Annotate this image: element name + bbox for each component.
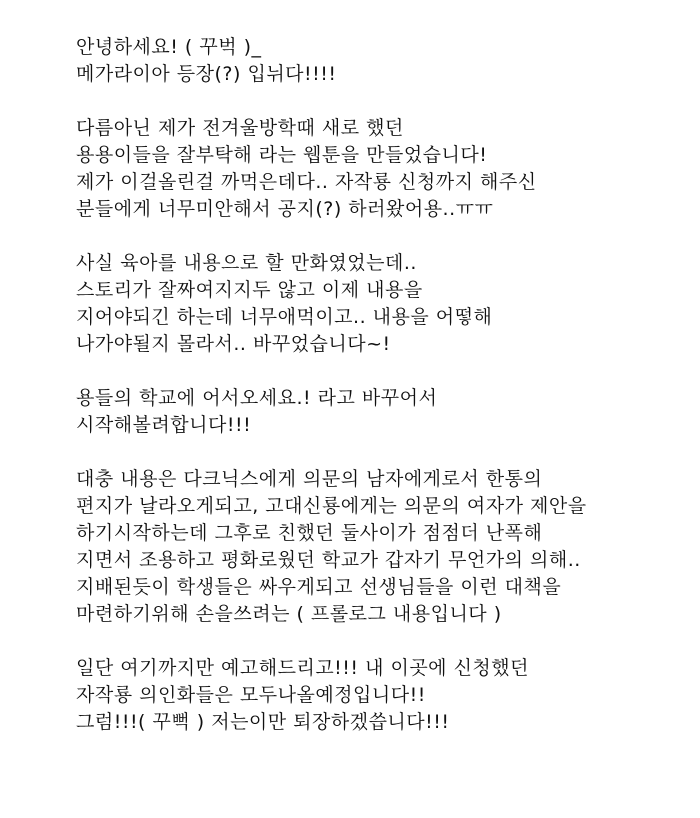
- text-line: 자작룡 의인화들은 모두나올예정입니다!!: [76, 684, 426, 706]
- text-line: 사실 육아를 내용으로 할 만화였었는데..: [76, 252, 417, 274]
- text-line: 안녕하세요! ( 꾸벅 )_: [76, 36, 262, 58]
- paragraph-gap: [76, 88, 686, 115]
- reason-paragraph: [76, 115, 686, 223]
- text-line: 지어야되긴 하는데 너무애먹이고.. 내용을 어떻해: [76, 306, 493, 328]
- text-line: 지배된듯이 학생들은 싸우게되고 선생님들을 이런 대책을: [76, 576, 562, 598]
- paragraph-gap: [76, 223, 686, 250]
- text-line: 스토리가 잘짜여지지두 않고 이제 내용을: [76, 279, 423, 301]
- text-line: 시작해볼려합니다!!!: [76, 414, 252, 436]
- text-line: 나가야될지 몰라서.. 바꾸었습니다~!: [76, 333, 391, 355]
- text-line: 그럼!!!( 꾸뻑 ) 저는이만 퇴장하겠씁니다!!!: [76, 711, 450, 733]
- paragraph-gap: [76, 439, 686, 466]
- greeting-paragraph: [76, 34, 686, 88]
- text-line: 편지가 날라오게되고, 고대신룡에게는 의문의 여자가 제안을: [76, 495, 587, 517]
- new-title-paragraph: [76, 385, 686, 439]
- text-line: 대충 내용은 다크닉스에게 의문의 남자에게로서 한통의: [76, 468, 543, 490]
- notice-text: [76, 34, 686, 736]
- text-line: 지면서 조용하고 평화로웠던 학교가 갑자기 무언가의 의해..: [76, 549, 581, 571]
- story-change-paragraph: [76, 250, 686, 358]
- paragraph-gap: [76, 628, 686, 655]
- prologue-paragraph: [76, 466, 686, 628]
- closing-paragraph: [76, 655, 686, 736]
- text-line: 마련하기위해 손을쓰려는 ( 프롤로그 내용입니다 ): [76, 603, 502, 625]
- text-line: 제가 이걸올린걸 까먹은데다.. 자작룡 신청까지 해주신: [76, 171, 537, 193]
- text-line: 메가라이아 등장(?) 입뉘다!!!!: [76, 63, 337, 85]
- text-line: 용용이들을 잘부탁해 라는 웹툰을 만들었습니다!: [76, 144, 488, 166]
- paragraph-gap: [76, 358, 686, 385]
- text-line: 분들에게 너무미안해서 공지(?) 하러왔어용..ㅠㅠ: [76, 198, 494, 220]
- text-line: 일단 여기까지만 예고해드리고!!! 내 이곳에 신청했던: [76, 657, 529, 679]
- text-line: 다름아닌 제가 전겨울방학때 새로 했던: [76, 117, 404, 139]
- text-line: 용들의 학교에 어서오세요.! 라고 바꾸어서: [76, 387, 438, 409]
- text-line: 하기시작하는데 그후로 친했던 둘사이가 점점더 난폭해: [76, 522, 543, 544]
